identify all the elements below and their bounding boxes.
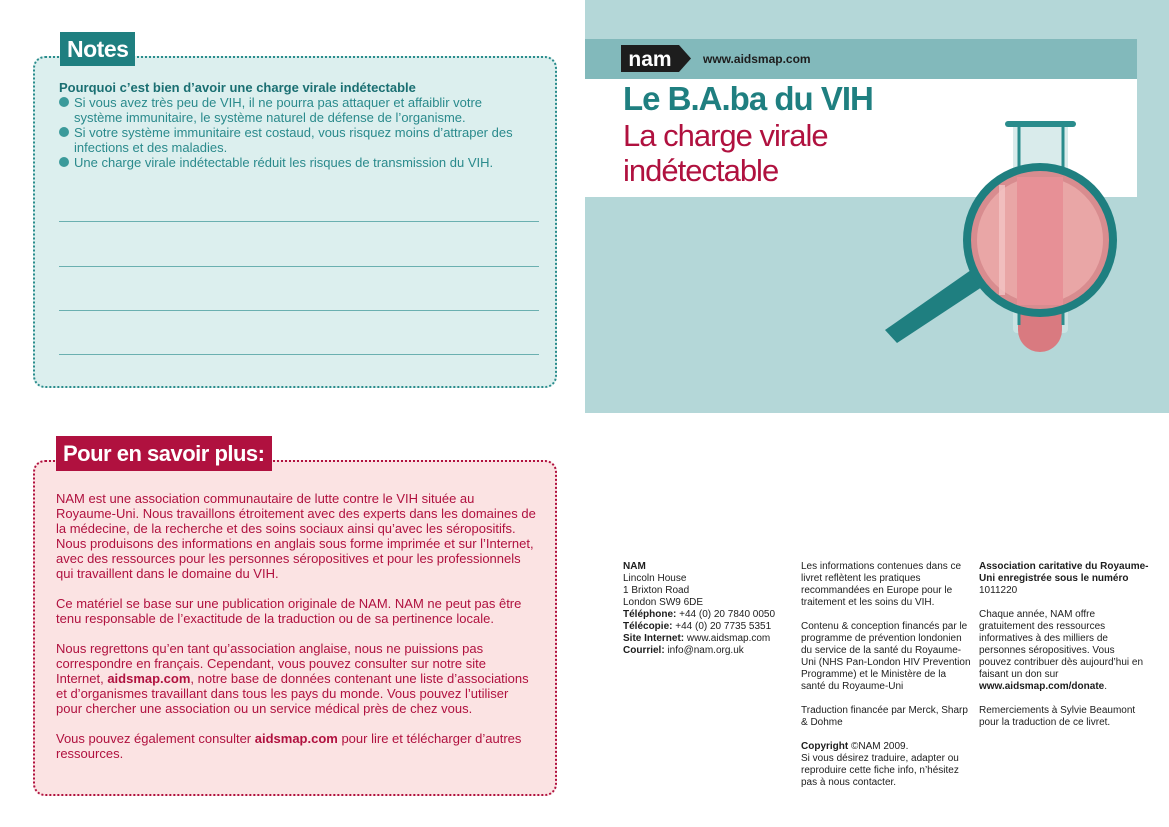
org-name: NAM (623, 561, 646, 572)
paragraph: Chaque année, NAM offre gratuitement des ressources informatives à des milliers de personnes séropositives. Vous pouvez contribuer dès aujourd’hui en faisant un don sur www.aidsmap.com/donate. (979, 609, 1143, 692)
writing-line (59, 221, 539, 222)
aidsmap-link[interactable]: aidsmap.com (254, 731, 338, 746)
address-line: London SW9 6DE (623, 597, 704, 608)
charity-column (979, 561, 1149, 741)
paragraph: Ce matériel se base sur une publication originale de NAM. NAM ne peut pas être tenu responsable de l’exactitude de la traduction ou de sa pertinence locale. (56, 596, 522, 626)
email-line[interactable]: Courriel: info@nam.org.uk (623, 645, 744, 656)
donate-link[interactable]: www.aidsmap.com/donate (979, 681, 1105, 692)
paragraph-text: Nous regrettons qu’en tant qu’association anglaise, nous ne puissions pas correspondre en français. Cependant, vous pouvez consulter sur notre site Internet, (56, 641, 486, 686)
notes-heading: Pourquoi c’est bien d’avoir une charge virale indétectable (59, 80, 416, 95)
notes-bullet-list (59, 95, 529, 170)
writing-line (59, 310, 539, 311)
bullet-text: Si vous avez très peu de VIH, il ne pourra pas attaquer et affaiblir votre système immunitaire, le système naturel de défense de l’organisme. (74, 95, 483, 125)
paragraph: Les informations contenues dans ce livret reflètent les pratiques recommandées en Europe pour le traitement et les soins du VIH. (801, 561, 962, 608)
paragraph: Traduction financée par Merck, Sharp & Dohme (801, 705, 968, 728)
credits-column (801, 561, 971, 789)
address-line: 1 Brixton Road (623, 585, 690, 596)
more-info-text (56, 491, 536, 776)
cover-page (585, 0, 1169, 413)
cover-subtitle-line: La charge virale (623, 118, 828, 153)
copyright-line: Copyright ©NAM 2009. (801, 741, 909, 752)
paragraph-text: Vous pouvez également consulter (56, 731, 255, 746)
magnifying-glass-icon (875, 115, 1145, 375)
bullet-icon (59, 157, 69, 167)
cover-subtitle (623, 118, 828, 188)
notes-tab-label: Notes (60, 32, 135, 66)
cover-subtitle-line: indétectable (623, 153, 779, 188)
address-line: Lincoln House (623, 573, 687, 584)
fax-line: Télécopie: +44 (0) 20 7735 5351 (623, 621, 772, 632)
paragraph-text: pour lire et télécharger d’autres ressources. (56, 731, 522, 761)
list-item (59, 95, 529, 125)
cover-header-band (585, 39, 1137, 79)
aidsmap-link[interactable]: aidsmap.com (107, 671, 191, 686)
more-info-tab-label: Pour en savoir plus: (56, 436, 272, 471)
bullet-icon (59, 97, 69, 107)
paragraph: Remerciements à Sylvie Beaumont pour la traduction de ce livret. (979, 705, 1136, 728)
paragraph-text: , notre base de données contenant une liste d’associations et d’organismes travaillant dans tous les pays du monde. Vous pouvez l’utiliser pour chercher une association ou un service médical près de chez vous. (56, 671, 529, 716)
list-item (59, 125, 529, 155)
cover-title: Le B.A.ba du VIH (623, 80, 873, 117)
contact-column (623, 561, 793, 657)
writing-line (59, 266, 539, 267)
paragraph (56, 731, 536, 761)
paragraph: Contenu & conception financés par le programme de prévention londonien du service de la santé du Royaume-Uni (NHS Pan-London HIV Prevention Programme) et le Ministère de la santé du Royaume-Uni (801, 621, 971, 692)
paragraph: NAM est une association communautaire de lutte contre le VIH située au Royaume-Uni. Nous travaillons étroitement avec des experts dans les domaines de la médecine, de la recherche et des soins sociaux ainsi qu’avec les séropositifs. Nous produisons des informations en anglais sous forme imprimée et sur l’Internet, avec des ressources pour les personnes séropositives et pour les professionnels qui travaillent dans le domaine du VIH. (56, 491, 536, 581)
cover-url[interactable]: www.aidsmap.com (703, 52, 811, 66)
nam-logo (621, 45, 691, 72)
phone-line: Téléphone: +44 (0) 20 7840 0050 (623, 609, 776, 620)
paragraph (56, 641, 536, 716)
list-item (59, 155, 529, 170)
bullet-text: Si votre système immunitaire est costaud, vous risquez moins d’attraper des infections et des maladies. (74, 125, 513, 155)
paragraph: Si vous désirez traduire, adapter ou reproduire cette fiche info, n’hésitez pas à nous contacter. (801, 753, 959, 788)
writing-line (59, 354, 539, 355)
bullet-icon (59, 127, 69, 137)
charity-registration: Association caritative du Royaume-Uni enregistrée sous le numéro 1011220 (979, 561, 1149, 596)
nam-logo-text: nam (628, 48, 672, 71)
bullet-text: Une charge virale indétectable réduit les risques de transmission du VIH. (74, 155, 494, 170)
website-line[interactable]: Site Internet: www.aidsmap.com (623, 633, 771, 644)
